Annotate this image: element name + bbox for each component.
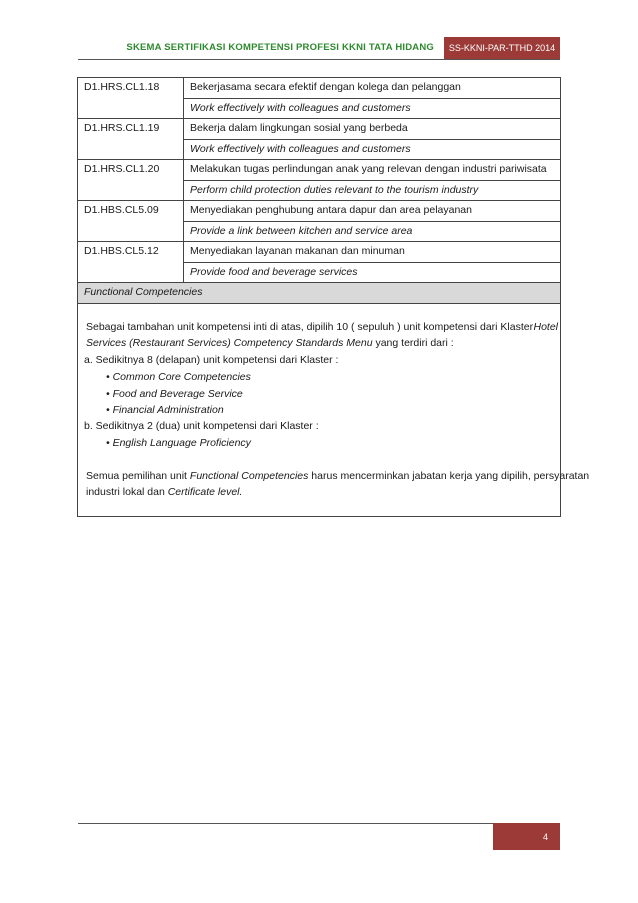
unit-title-id: Menyediakan penghubung antara dapur dan area pelayanan [184, 201, 561, 222]
list-item: • English Language Proficiency [106, 437, 251, 449]
unit-title-id: Melakukan tugas perlindungan anak yang relevan dengan industri pariwisata [184, 160, 561, 181]
unit-title-en: Work effectively with colleagues and customers [184, 98, 561, 119]
table-row [78, 201, 561, 222]
unit-title-en: Perform child protection duties relevant to the tourism industry [184, 180, 561, 201]
competency-table [77, 77, 561, 304]
table-row [78, 119, 561, 140]
intro-hotel: Hotel [533, 321, 558, 333]
unit-title-id: Bekerja dalam lingkungan sosial yang berbeda [184, 119, 561, 140]
closing-paragraph: Semua pemilihan unit Functional Competencies harus mencerminkan jabatan kerja yang dipilih, persyaratan industri lokal dan Certificate level. [86, 470, 590, 498]
intro-text: Sebagai tambahan unit kompetensi inti di atas, dipilih 10 ( sepuluh ) unit kompetensi dari Klaster [86, 321, 534, 333]
list-item-b: b. Sedikitnya 2 (dua) unit kompetensi dari Klaster : [84, 420, 319, 432]
unit-title-en: Provide food and beverage services [184, 262, 561, 283]
table-row [78, 242, 561, 263]
unit-title-id: Menyediakan layanan makanan dan minuman [184, 242, 561, 263]
document-code: SS-KKNI-PAR-TTHD 2014 [444, 37, 560, 59]
unit-code: D1.HBS.CL5.12 [78, 242, 184, 283]
list-item: • Common Core Competencies [106, 371, 251, 383]
unit-code: D1.HBS.CL5.09 [78, 201, 184, 242]
unit-title-en: Work effectively with colleagues and customers [184, 139, 561, 160]
list-item-a: a. Sedikitnya 8 (delapan) unit kompetensi dari Klaster : [84, 354, 339, 366]
unit-code: D1.HRS.CL1.20 [78, 160, 184, 201]
unit-title-en: Provide a link between kitchen and service area [184, 221, 561, 242]
unit-code: D1.HRS.CL1.18 [78, 78, 184, 119]
unit-code: D1.HRS.CL1.19 [78, 119, 184, 160]
footer-divider [78, 823, 560, 824]
functional-heading: Functional Competencies [78, 283, 561, 304]
intro-menu: Services (Restaurant Services) Competency Standards Menu [86, 336, 373, 349]
intro-tail: yang terdiri dari : [372, 336, 454, 349]
header-divider [78, 59, 560, 60]
functional-heading-row [78, 283, 561, 304]
unit-title-id: Bekerjasama secara efektif dengan kolega dan pelanggan [184, 78, 561, 99]
table-row [78, 160, 561, 181]
table-row [78, 78, 561, 99]
page-number: 4 [493, 823, 560, 850]
functional-content [77, 302, 590, 517]
intro-paragraph [86, 320, 558, 351]
list-item: • Financial Administration [106, 404, 224, 416]
list-item: • Food and Beverage Service [106, 388, 243, 400]
document-title: SKEMA SERTIFIKASI KOMPETENSI PROFESI KKNI TATA HIDANG [126, 42, 434, 53]
page-header [78, 37, 560, 59]
